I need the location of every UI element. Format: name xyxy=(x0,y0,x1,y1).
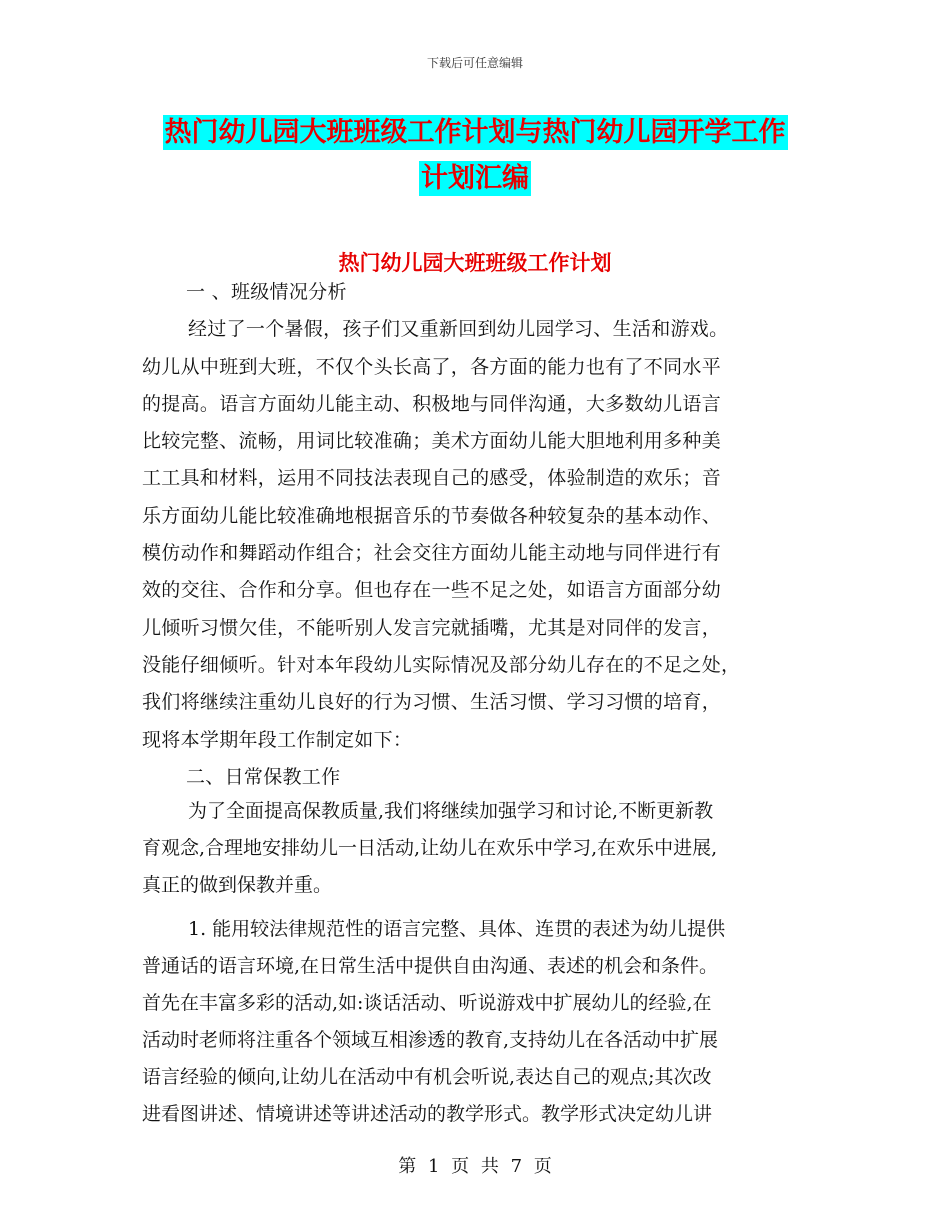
para2-line: 为了全面提高保教质量,我们将继续加强学习和讨论,不断更新教 xyxy=(188,800,714,822)
para1-line: 比较完整、流畅，用词比较准确；美术方面幼儿能大胆地利用多种美 xyxy=(142,430,722,453)
para1-line: 幼儿从中班到大班，不仅个头长高了，各方面的能力也有了不同水平 xyxy=(142,355,722,378)
body-block-1 xyxy=(142,274,814,796)
para3-line: 普通话的语言环境,在日常生活中提供自由沟通、表述的机会和条件。 xyxy=(142,955,719,977)
para1-line: 模仿动作和舞蹈动作组合；社会交往方面幼儿能主动地与同伴进行有 xyxy=(142,542,722,565)
title-line-2: 计划汇编 xyxy=(421,163,529,194)
para1-line: 没能仔细倾听。针对本年段幼儿实际情况及部分幼儿存在的不足之处， xyxy=(142,653,741,676)
para1-line: 乐方面幼儿能比较准确地根据音乐的节奏做各种较复杂的基本动作、 xyxy=(142,504,722,527)
page-number-footer: 第 1 页 共 7 页 xyxy=(398,1156,552,1177)
para3-line: 活动时老师将注重各个领域互相渗透的教育,支持幼儿在各活动中扩展 xyxy=(142,1029,719,1051)
para2-line: 真正的做到保教并重。 xyxy=(142,874,333,896)
document-title xyxy=(0,110,950,202)
para1-line: 效的交往、合作和分享。但也存在一些不足之处，如语言方面部分幼 xyxy=(142,579,722,602)
para1-line: 经过了一个暑假，孩子们又重新回到幼儿园学习、生活和游戏。 xyxy=(188,318,729,341)
body-block-2 xyxy=(142,793,814,1133)
para3-line: 首先在丰富多彩的活动,如:谈话活动、听说游戏中扩展幼儿的经验,在 xyxy=(142,992,712,1014)
title-line-1: 热门幼儿园大班班级工作计划与热门幼儿园开学工作 xyxy=(164,117,786,148)
para2-line: 育观念,合理地安排幼儿一日活动,让幼儿在欢乐中学习,在欢乐中进展, xyxy=(142,837,718,859)
header-note: 下载后可任意编辑 xyxy=(426,56,523,70)
para1-line: 工工具和材料，运用不同技法表现自己的感受，体验制造的欢乐；音 xyxy=(142,467,722,490)
para3-line: 1. 能用较法律规范性的语言完整、具体、连贯的表述为幼儿提供 xyxy=(188,918,726,940)
section-title: 热门幼儿园大班班级工作计划 xyxy=(338,250,612,275)
para3-line: 进看图讲述、情境讲述等讲述活动的教学形式。教学形式决定幼儿讲 xyxy=(142,1103,713,1125)
para1-line: 儿倾听习惯欠佳，不能听别人发言完就插嘴，尤其是对同伴的发言， xyxy=(142,616,722,639)
section2-heading: 二、日常保教工作 xyxy=(186,765,341,788)
section1-heading: 一 、班级情况分析 xyxy=(186,281,347,303)
para1-line: 现将本学期年段工作制定如下： xyxy=(142,728,413,751)
para1-line: 我们将继续注重幼儿良好的行为习惯、生活习惯、学习习惯的培育， xyxy=(142,691,722,714)
para1-line: 的提高。语言方面幼儿能主动、积极地与同伴沟通，大多数幼儿语言 xyxy=(142,392,722,415)
para3-line: 语言经验的倾向,让幼儿在活动中有机会听说,表达自己的观点;其次改 xyxy=(142,1066,712,1088)
